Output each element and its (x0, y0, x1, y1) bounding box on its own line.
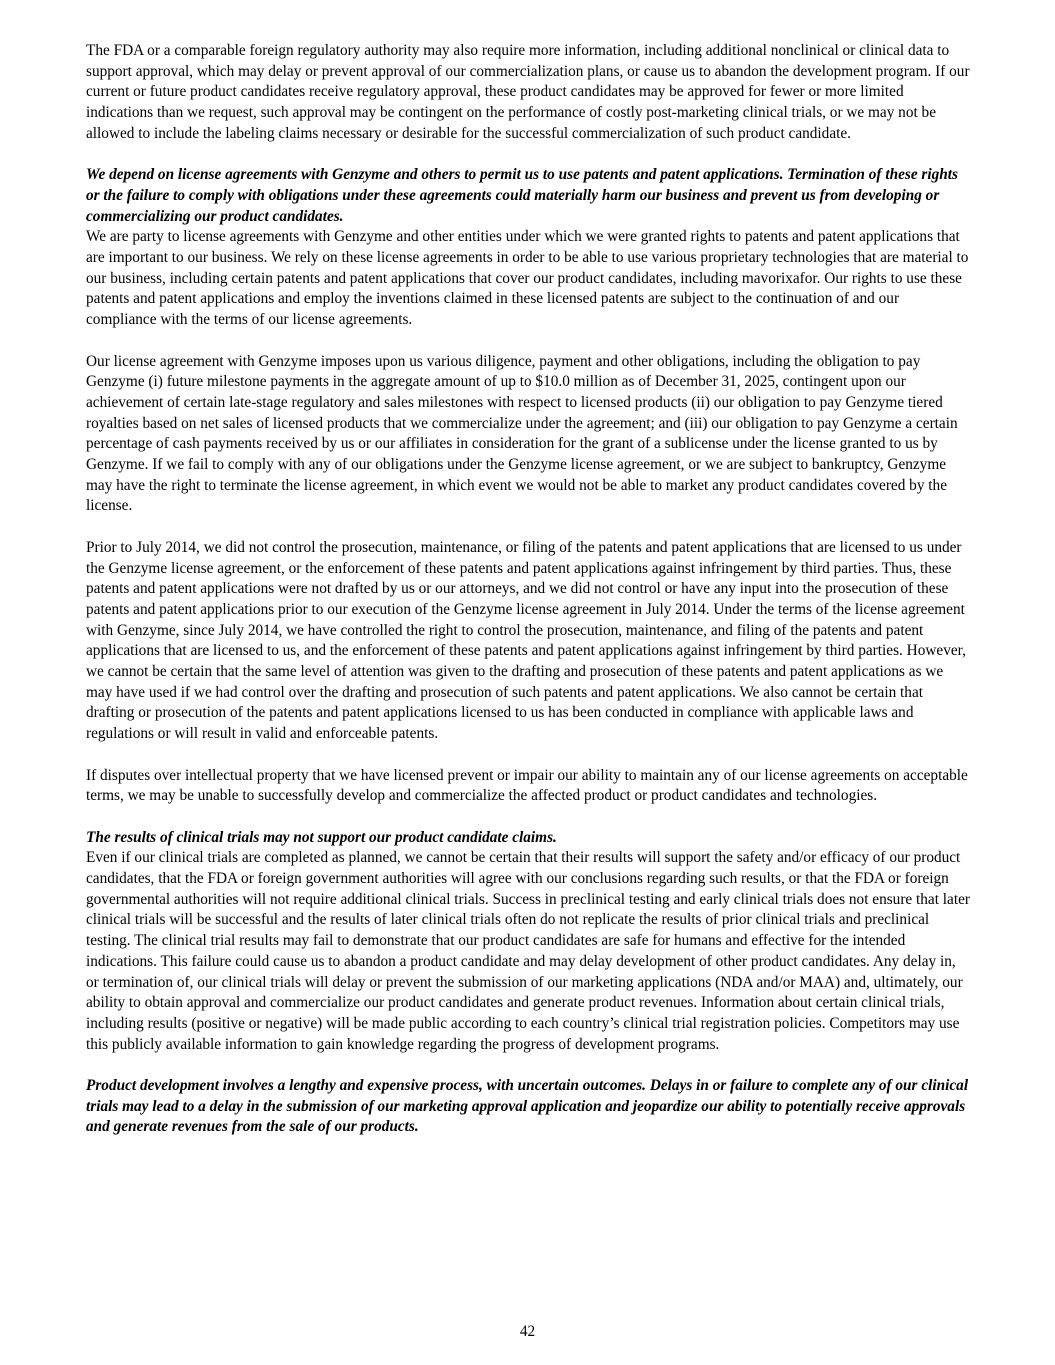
heading-clinical-results: The results of clinical trials may not support our product candidate claims. (86, 828, 557, 846)
heading-product-development: Product development involves a lengthy and expensive process, with uncertain outcomes. Delays in or failure to complete any of our clinical trials may lead to a delay in the submission of our marketing approval application and jeopardize our ability to potentially receive approvals and generate revenues from the sale of our products. (86, 1077, 969, 1136)
page-number: 42 (519, 1323, 536, 1340)
document-body (86, 41, 972, 1138)
heading-license-agreements: We depend on license agreements with Genzyme and others to permit us to use patents and patent applications. Termination of these rights or the failure to comply with obligations under these agreements could materially harm our business and prevent us from developing or commercializing our product candidates. (86, 166, 958, 225)
paragraph-prosecution-control: Prior to July 2014, we did not control the prosecution, maintenance, or filing of the patents and patent applications that are licensed to us under the Genzyme license agreement, or the enforcement of these patents and patent applications against infringement by third parties. Thus, these patents and patent applications were not drafted by us or our attorneys, and we did not control or have any input into the prosecution of these patents and patent applications prior to our execution of the Genzyme license agreement in July 2014. Under the terms of the license agreement with Genzyme, since July 2014, we have controlled the right to control the prosecution, maintenance, and filing of the patents and patent applications that are licensed to us, and the enforcement of these patents and patent applications against infringement by third parties. However, we cannot be certain that the same level of attention was given to the drafting and prosecution of these patents and patent applications as we may have used if we had control over the drafting and prosecution of such patents and patent applications. We also cannot be certain that drafting or prosecution of the patents and patent applications licensed to us has been conducted in compliance with applicable laws and regulations or will result in valid and enforceable patents. (86, 538, 966, 743)
paragraph-ip-disputes: If disputes over intellectual property that we have licensed prevent or impair our ability to maintain any of our license agreements on acceptable terms, we may be unable to successfully develop and commercialize the affected product or product candidates and technologies. (86, 766, 968, 805)
paragraph-genzyme-obligations: Our license agreement with Genzyme imposes upon us various diligence, payment and other obligations, including the obligation to pay Genzyme (i) future milestone payments in the aggregate amount of up to $10.0 million as of December 31, 2025, contingent upon our achievement of certain late-stage regulatory and sales milestones with respect to licensed products (ii) our obligation to pay Genzyme tiered royalties based on net sales of licensed products that we commercialize under the agreement; and (iii) our obligation to pay Genzyme a certain percentage of cash payments received by us or our affiliates in consideration for the grant of a sublicense under the license granted to us by Genzyme. If we fail to comply with any of our obligations under the Genzyme license agreement, or we are subject to bankruptcy, Genzyme may have the right to terminate the license agreement, in which event we would not be able to market any product candidates covered by the license. (86, 352, 958, 515)
paragraph-fda-requirements: The FDA or a comparable foreign regulatory authority may also require more information, including additional nonclinical or clinical data to support approval, which may delay or prevent approval of our commercialization plans, or cause us to abandon the development program. If our current or future product candidates receive regulatory approval, these product candidates may be approved for fewer or more limited indications than we request, such approval may be contingent on the performance of costly post-marketing clinical trials, or we may not be allowed to include the labeling claims necessary or desirable for the successful commercialization of such product candidate. (86, 42, 970, 142)
paragraph-clinical-results: Even if our clinical trials are completed as planned, we cannot be certain that their results will support the safety and/or efficacy of our product candidates, that the FDA or foreign government authorities will agree with our conclusions regarding such results, or that the FDA or foreign governmental authorities will not require additional clinical trials. Success in preclinical testing and early clinical trials does not ensure that later clinical trials will be successful and the results of later clinical trials often do not replicate the results of prior clinical trials and preclinical testing. The clinical trial results may fail to demonstrate that our product candidates are safe for humans and effective for the intended indications. This failure could cause us to abandon a product candidate and may delay development of other product candidates. Any delay in, or termination of, our clinical trials will delay or prevent the submission of our marketing applications (NDA and/or MAA) and, ultimately, our ability to obtain approval and commercialize our product candidates and generate product revenues. Information about certain clinical trials, including results (positive or negative) will be made public according to each country’s clinical trial registration policies. Competitors may use this publicly available information to gain knowledge regarding the progress of development programs. (86, 849, 970, 1053)
paragraph-license-party: We are party to license agreements with Genzyme and other entities under which we were granted rights to patents and patent applications that are important to our business. We rely on these license agreements in order to be able to use various proprietary technologies that are material to our business, including certain patents and patent applications that cover our product candidates, including mavorixafor. Our rights to use these patents and patent applications and employ the inventions claimed in these licensed patents are subject to the continuation of and our compliance with the terms of our license agreements. (86, 228, 969, 329)
